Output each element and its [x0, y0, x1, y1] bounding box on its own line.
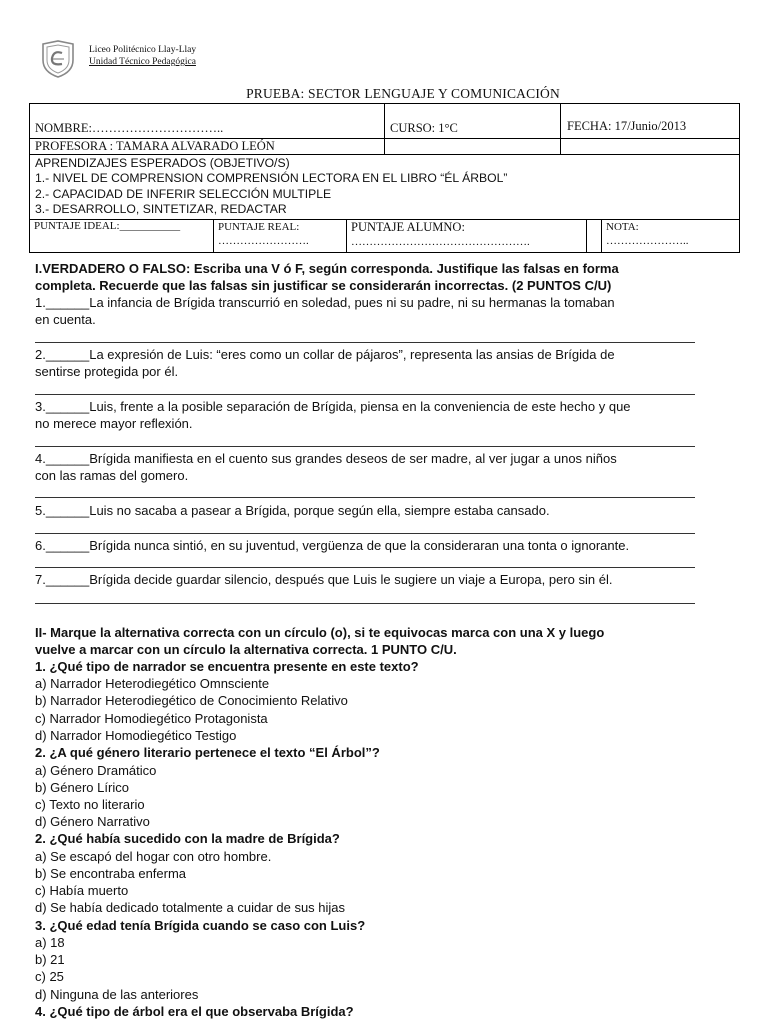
empty-cell: [384, 139, 560, 154]
q2-option-b[interactable]: b) Género Lírico: [35, 780, 129, 795]
school-name: Liceo Politécnico Llay-Llay: [89, 45, 197, 55]
answer-line-7[interactable]: [35, 603, 695, 604]
q4-option-c[interactable]: c) 25: [35, 969, 64, 984]
profesora-field: PROFESORA : TAMARA ALVARADO LEÓN: [35, 139, 275, 153]
section1-heading-line2: completa. Recuerde que las falsas sin justificar se considerarán incorrectas. (2 PUNTOS C/U): [35, 278, 612, 293]
school-info: [89, 44, 196, 68]
tf-item-4-line1: 4.______Brígida manifiesta en el cuento sus grandes deseos de ser madre, al ver jugar a unos niños: [35, 451, 617, 466]
header-table: [29, 103, 740, 253]
page-title: PRUEBA: SECTOR LENGUAJE Y COMUNICACIÓN: [246, 86, 560, 101]
nota-cell: [601, 220, 739, 252]
q2-option-d[interactable]: d) Género Narrativo: [35, 814, 150, 829]
objetivos-block: [30, 155, 739, 217]
objetivo-2: 2.- CAPACIDAD DE INFERIR SELECCIÓN MULTIPLE: [35, 186, 332, 201]
q1-option-b[interactable]: b) Narrador Heterodiegético de Conocimiento Relativo: [35, 693, 348, 708]
nombre-field[interactable]: NOMBRE:…………………………..: [35, 121, 224, 135]
puntaje-ideal-field[interactable]: PUNTAJE IDEAL:___________: [34, 220, 181, 232]
empty-cell: [586, 220, 601, 252]
q3-option-a[interactable]: a) Se escapó del hogar con otro hombre.: [35, 849, 272, 864]
q1-option-a[interactable]: a) Narrador Heterodiegético Omnsciente: [35, 676, 270, 691]
school-unit: Unidad Técnico Pedagógica: [89, 57, 196, 67]
puntaje-alumno-cell: [346, 220, 586, 252]
nota-label: NOTA:: [606, 221, 639, 233]
tf-item-2-line2: sentirse protegida por él.: [35, 364, 179, 379]
q4-option-a[interactable]: a) 18: [35, 935, 65, 950]
school-logo: [40, 40, 76, 78]
nota-input[interactable]: …………………..: [606, 235, 689, 247]
tf-item-4-line2: con las ramas del gomero.: [35, 468, 189, 483]
objetivos-title: APRENDIZAJES ESPERADOS (OBJETIVO/S): [35, 156, 290, 170]
answer-line-3[interactable]: [35, 446, 695, 447]
answer-line-5[interactable]: [35, 533, 695, 534]
header-row-objetivos: [30, 155, 739, 220]
puntaje-alumno-input[interactable]: ………………………………………….: [351, 236, 530, 248]
section1-heading-line1: I.VERDADERO O FALSO: Escriba una V ó F, según corresponda. Justifique las falsas en forma: [35, 261, 619, 276]
q3-option-c[interactable]: c) Había muerto: [35, 883, 129, 898]
answer-line-1[interactable]: [35, 342, 695, 343]
question-1: 1. ¿Qué tipo de narrador se encuentra presente en este texto?: [35, 659, 419, 674]
tf-item-6: 6.______Brígida nunca sintió, en su juventud, vergüenza de que la consideraran una tonta o ignorante.: [35, 538, 630, 553]
curso-field: CURSO: 1°C: [384, 104, 560, 138]
question-5: 4. ¿Qué tipo de árbol era el que observaba Brígida?: [35, 1004, 354, 1019]
empty-cell: [560, 139, 739, 154]
tf-item-7: 7.______Brígida decide guardar silencio, después que Luis le sugiere un viaje a Europa, pero sin él.: [35, 572, 613, 587]
header-row-puntajes: [30, 220, 739, 252]
question-3: 2. ¿Qué había sucedido con la madre de Brígida?: [35, 831, 340, 846]
question-4: 3. ¿Qué edad tenía Brígida cuando se caso con Luis?: [35, 918, 366, 933]
answer-line-6[interactable]: [35, 567, 695, 568]
header-row-name: [30, 104, 739, 139]
q4-option-b[interactable]: b) 21: [35, 952, 65, 967]
tf-item-1-line2: en cuenta.: [35, 312, 96, 327]
q1-option-c[interactable]: c) Narrador Homodiegético Protagonista: [35, 711, 268, 726]
tf-item-2-line1: 2.______La expresión de Luis: “eres como un collar de pájaros”, representa las ansias de Brígida de: [35, 347, 615, 362]
puntaje-alumno-label: PUNTAJE ALUMNO:: [351, 220, 465, 234]
section2-heading-line1: II- Marque la alternativa correcta con un círculo (o), si te equivocas marca con una X y luego: [35, 625, 605, 640]
q3-option-d[interactable]: d) Se había dedicado totalmente a cuidar de sus hijas: [35, 900, 346, 915]
q2-option-c[interactable]: c) Texto no literario: [35, 797, 145, 812]
tf-item-1-line1: 1.______La infancia de Brígida transcurrió en soledad, pues ni su padre, ni su hermanas la tomaban: [35, 295, 615, 310]
section2-heading-line2: vuelve a marcar con un círculo la alternativa correcta. 1 PUNTO C/U.: [35, 642, 457, 657]
puntaje-real-input[interactable]: …………………….: [218, 235, 309, 247]
tf-item-3-line1: 3.______Luis, frente a la posible separación de Brígida, piensa en la conveniencia de este hecho y que: [35, 399, 631, 414]
q4-option-d[interactable]: d) Ninguna de las anteriores: [35, 987, 199, 1002]
q2-option-a[interactable]: a) Género Dramático: [35, 763, 157, 778]
puntaje-real-label: PUNTAJE REAL:: [218, 221, 300, 233]
question-2: 2. ¿A qué género literario pertenece el texto “El Árbol”?: [35, 745, 380, 760]
q3-option-b[interactable]: b) Se encontraba enferma: [35, 866, 187, 881]
header-row-profesora: [30, 139, 739, 155]
objetivo-1: 1.- NIVEL DE COMPRENSION COMPRENSIÓN LECTORA EN EL LIBRO “ÉL ÁRBOL”: [35, 171, 508, 186]
puntaje-real-cell: [213, 220, 346, 252]
objetivo-3: 3.- DESARROLLO, SINTETIZAR, REDACTAR: [35, 201, 287, 216]
q1-option-d[interactable]: d) Narrador Homodiegético Testigo: [35, 728, 237, 743]
answer-line-2[interactable]: [35, 394, 695, 395]
tf-item-3-line2: no merece mayor reflexión.: [35, 416, 193, 431]
answer-line-4[interactable]: [35, 497, 695, 498]
fecha-field: FECHA: 17/Junio/2013: [560, 104, 739, 138]
tf-item-5: 5.______Luis no sacaba a pasear a Brígida, porque según ella, siempre estaba cansado.: [35, 503, 550, 518]
